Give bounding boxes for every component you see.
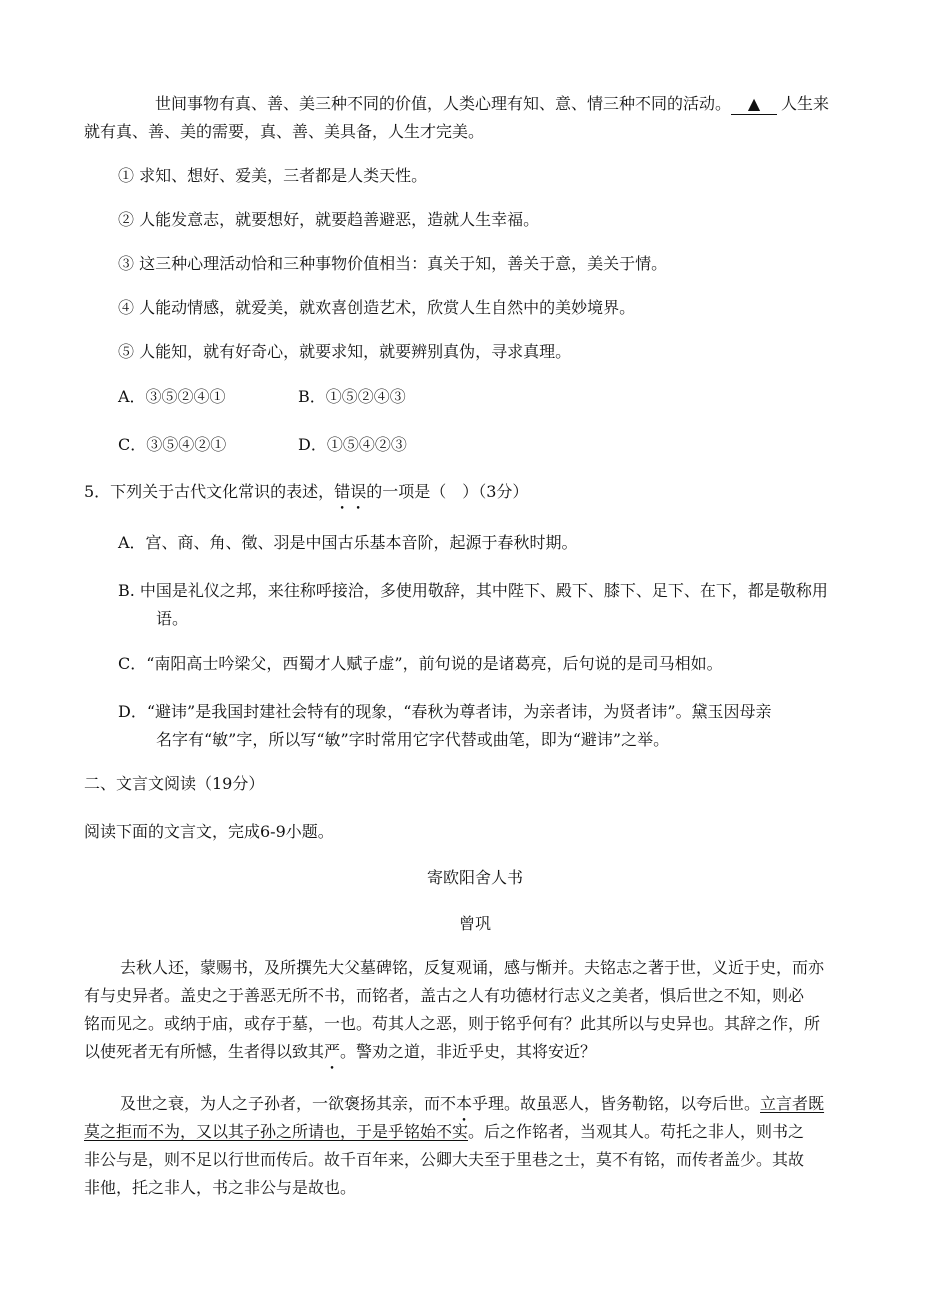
p2-line-4: 非他，托之非人，书之非公与是故也。	[84, 1178, 357, 1197]
q4-stem-line-1	[155, 92, 829, 116]
passage-author: 曾巩	[458, 914, 491, 933]
p2-line-1-text: 及世之衰，为人之子孙者，一欲褒扬其亲，而不	[120, 1094, 457, 1113]
q4-option-d: D．①⑤④②③	[298, 435, 407, 454]
p2-underlined-sentence-start: 立言者既	[760, 1094, 825, 1113]
p2-line-1	[120, 1092, 824, 1116]
p1-line-2: 有与史异者。盖史之于善恶无所不书，而铭者，盖古之人有功德材行志义之美者，惧后世之不知，则必	[84, 986, 805, 1005]
p2-underlined-sentence-end: 莫之拒而不为，又以其子孙之所请也，于是乎铭始不实	[84, 1122, 469, 1141]
q4-sentence-1: ① 求知、想好、爱美，三者都是人类天性。	[118, 166, 428, 185]
p1-line-4-text: 以使死者无有所憾，生者得以致其	[84, 1042, 325, 1061]
p1-emphasis-char: 严	[324, 1042, 341, 1061]
q5-stem-tail: 的一项是（ ）（3分）	[366, 482, 529, 501]
p2-emphasis-char: 本	[456, 1094, 473, 1113]
q4-stem-line-2: 就有真、善、美的需要，真、善、美具备，人生才完美。	[84, 122, 485, 141]
p1-line-4-tail: 。警劝之道，非近乎史，其将安近？	[340, 1042, 597, 1061]
p1-line-1: 去秋人还，蒙赐书，及所撰先大父墓碑铭，反复观诵，感与惭并。夫铭志之著于世，义近于史，而亦	[120, 958, 825, 977]
p2-line-3: 非公与是，则不足以行世而传后。故千百年来，公卿大夫至于里巷之士，莫不有铭，而传者盖少。其故	[84, 1150, 805, 1169]
q5-option-d-line-1: D．“避讳”是我国封建社会特有的现象，“春秋为尊者讳，为亲者讳，为贤者讳”。黛玉因母亲	[118, 702, 772, 721]
p1-line-3: 铭而见之。或纳于庙，或存于墓，一也。苟其人之恶，则于铭乎何有？此其所以与史异也。其辞之作，所	[84, 1014, 821, 1033]
answer-blank: ▲	[731, 94, 777, 115]
q5-option-a: A．宫、商、角、徵、羽是中国古乐基本音阶，起源于春秋时期。	[118, 533, 578, 552]
q4-sentence-5: ⑤ 人能知，就有好奇心，就要求知，就要辨别真伪，寻求真理。	[118, 342, 572, 361]
q5-option-c: C．“南阳高士吟梁父，西蜀才人赋子虚”，前句说的是诸葛亮，后句说的是司马相如。	[118, 654, 723, 673]
p1-line-4	[84, 1040, 596, 1064]
section-heading: 二、文言文阅读（19分）	[84, 774, 265, 793]
p2-line-1-mid: 乎理。故虽恶人，皆务勒铭，以夸后世。	[472, 1094, 761, 1113]
q5-emphasis-1: 错	[334, 482, 351, 501]
passage-title: 寄欧阳舍人书	[426, 868, 523, 887]
q4-option-b: B．①⑤②④③	[298, 387, 406, 406]
q4-stem-text: 世间事物有真、善、美三种不同的价值，人类心理有知、意、情三种不同的活动。	[155, 94, 732, 113]
q4-sentence-3: ③ 这三种心理活动恰和三种事物价值相当：真关于知，善关于意，美关于情。	[118, 254, 668, 273]
q5-stem	[84, 480, 528, 504]
q5-stem-text: 5．下列关于古代文化常识的表述，	[84, 482, 335, 501]
q5-option-d-line-2: 名字有“敏”字，所以写“敏”字时常用它字代替或曲笔，即为“避讳”之举。	[156, 730, 670, 749]
q4-option-a: A．③⑤②④①	[118, 387, 226, 406]
section-instruction: 阅读下面的文言文，完成6-9小题。	[84, 822, 334, 841]
q5-option-b-line-1: B. 中国是礼仪之邦，来往称呼接洽，多使用敬辞，其中陛下、殿下、膝下、足下、在下，都是敬称用	[118, 581, 828, 600]
p2-line-2-tail: 。后之作铭者，当观其人。苟托之非人，则书之	[468, 1122, 805, 1141]
q4-option-c: C．③⑤④②①	[118, 435, 227, 454]
q4-sentence-4: ④ 人能动情感，就爱美，就欢喜创造艺术，欣赏人生自然中的美妙境界。	[118, 298, 636, 317]
q5-emphasis-2: 误	[350, 482, 367, 501]
q4-sentence-2: ② 人能发意志，就要想好，就要趋善避恶，造就人生幸福。	[118, 210, 540, 229]
q5-option-b-line-2: 语。	[156, 609, 189, 628]
q4-stem-continue: 人生来	[781, 94, 830, 113]
p2-line-2	[84, 1120, 804, 1144]
